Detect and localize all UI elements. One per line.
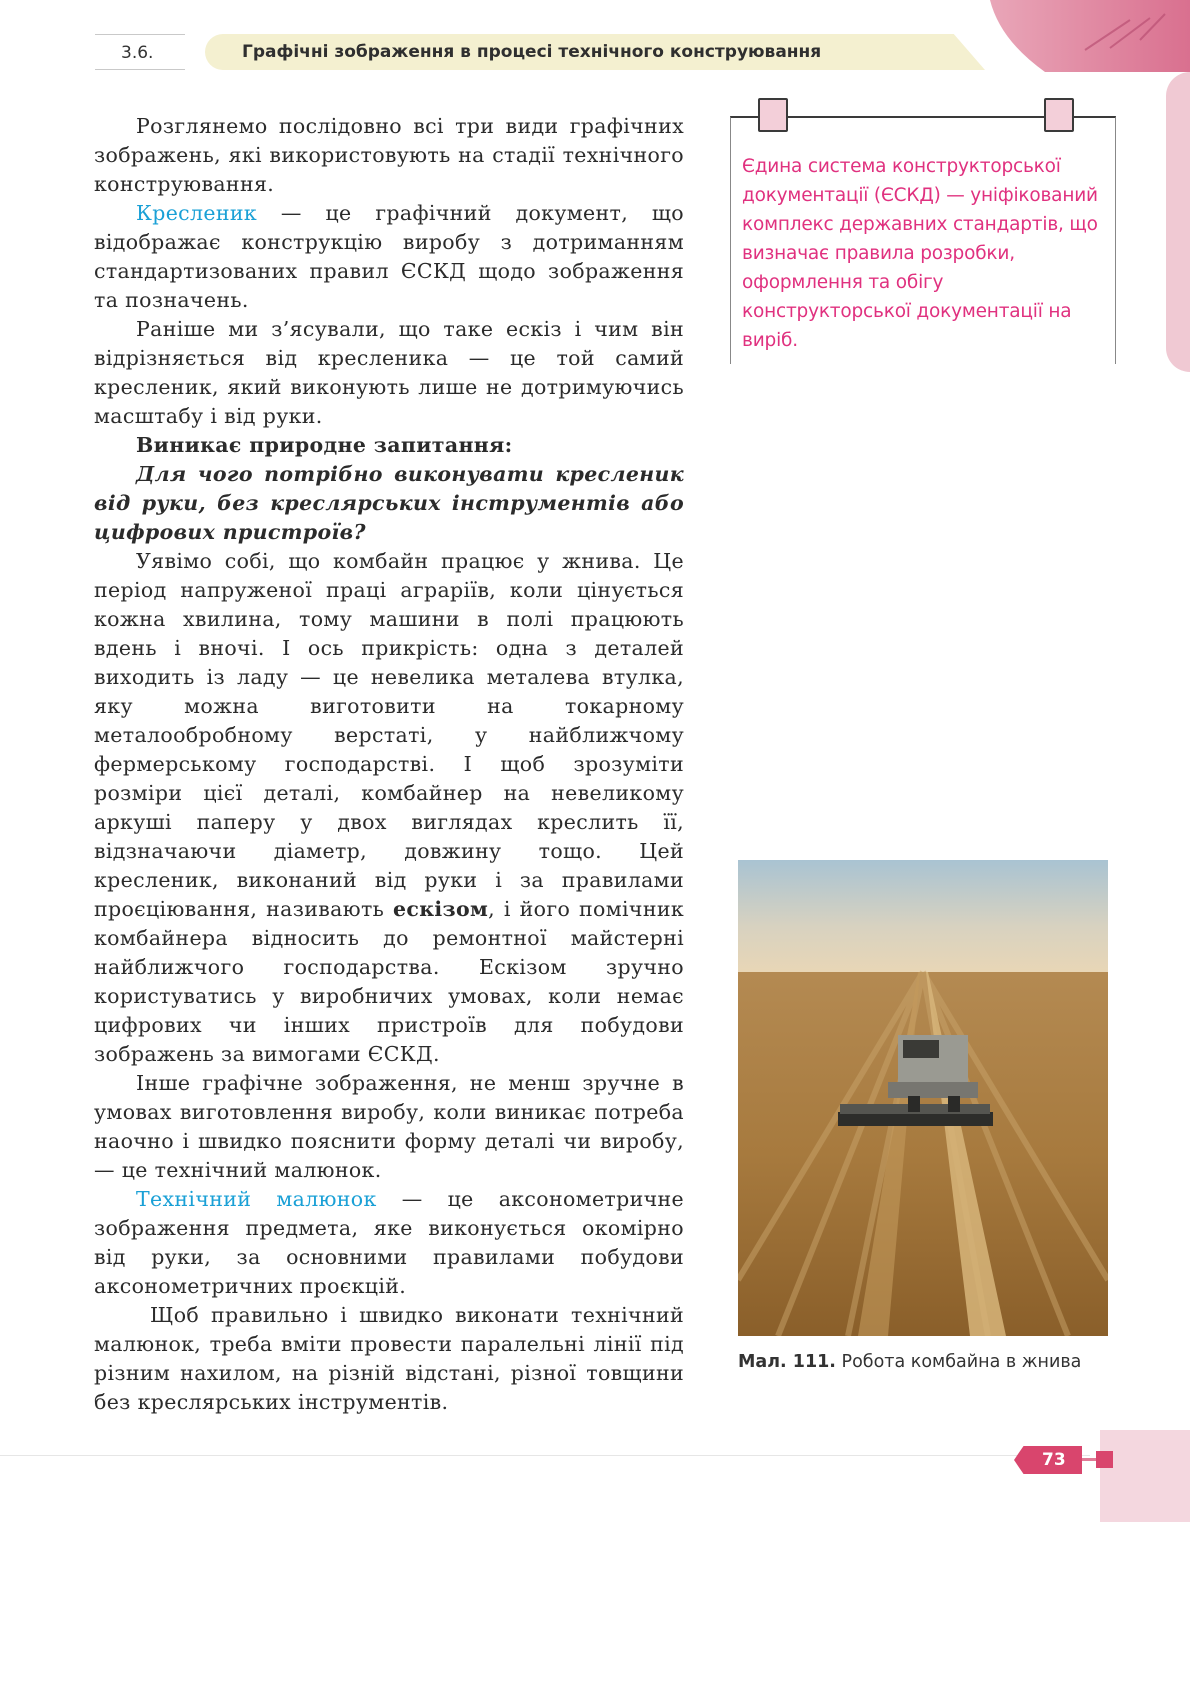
paragraph-definition-drawing: [94, 199, 684, 315]
figure-caption: [738, 1352, 1081, 1372]
page-tab-square: [1096, 1451, 1113, 1468]
term-technical-drawing: Технічний малюнок: [136, 1187, 377, 1211]
section-number: 3.6.: [95, 34, 185, 70]
corner-decoration: [990, 0, 1190, 72]
figure-label: Мал. 111.: [738, 1352, 836, 1372]
definition-note: [730, 112, 1114, 362]
right-edge-bar: [1166, 72, 1190, 372]
footer-color-block: [1100, 1430, 1190, 1522]
term-drawing: Креслeник: [136, 201, 258, 225]
definition-drawing-text: — це графічний документ, що відображає конструкцію виробу з дотриманням стандартизованих правил ЄСКД щодо зображення та позначень.: [94, 201, 684, 312]
paragraph-skills: Щоб правильно і швидко виконати технічний малюнок, треба вміти провести паралельні лінії під різним нахилом, на різній відстані, різної товщини без креслярських інструментів.: [94, 1303, 684, 1414]
note-clip-left: [758, 98, 788, 132]
note-clip-right: [1044, 98, 1074, 132]
paragraph-question: Для чого потрібно виконувати кресленик від руки, без креслярських інструментів або цифрових пристроїв?: [94, 462, 684, 544]
main-text-column: [94, 112, 684, 1417]
paragraph-intro: Розглянемо послідовно всі три види графічних зображень, які використовують на стадії технічного конструювання.: [94, 114, 684, 196]
combine-story-text-b: , і його помічник комбайнера відносить до ремонтної майстерні найближчого господарства. Ескізом зручно користуватись у виробничих умовах, коли немає цифрових чи інших пристроїв для побудови зображень за вимогами ЄСКД.: [94, 897, 685, 1066]
term-sketch: ескізом: [393, 897, 489, 921]
footer-rule: [0, 1455, 1090, 1456]
paragraph-other-image: Інше графічне зображення, не менш зручне в умовах виготовлення виробу, коли виникає потреба наочно і швидко пояснити форму деталі чи виробу, — це технічний малюнок.: [94, 1071, 684, 1182]
figure-caption-text: Робота комбайна в жнива: [835, 1352, 1082, 1372]
note-text: Єдина система конструкторської документації (ЄСКД) — уніфікований комплекс державних стандартів, що визначає правила розробки, оформлення та обігу конструкторської документації на виріб.: [742, 156, 1098, 351]
page-header-title: Графічні зображення в процесі технічного конструювання: [242, 42, 822, 62]
paragraph-sketch-recall: Раніше ми з’ясували, що таке ескіз і чим він відрізняється від кресленика — це той самий кресленик, який виконують лише не дотримуючись масштабу і від руки.: [94, 317, 684, 428]
combine-story-text-a: Уявімо собі, що комбайн працює у жнива. Це період напруженої праці аграріїв, коли цінується кожна хвилина, тому машини в полі працюють вдень і вночі. І ось прикрість: одна з деталей виходить із ладу — це невелика металева втулка, яку можна виготовити на токарному металообробному верстаті, у найближчому фермерському господарстві. І щоб зрозуміти розміри цієї деталі, комбайнер на невеликому аркуші паперу у двох виглядах креслить її, відзначаючи діаметр, довжину тощо. Цей кресленик, виконаний від руки і за правилами проєціювання, називають: [94, 549, 684, 921]
definition-technical-drawing-text: — це аксонометричне зображення предмета, яке виконується окомірно від руки, за основними правилами побудови аксонометричних проєкцій.: [94, 1187, 685, 1298]
paragraph-combine-story: [94, 547, 684, 1069]
paragraph-question-lead: Виникає природне запитання:: [136, 433, 513, 457]
combine-harvester-photo: [738, 860, 1108, 1336]
paragraph-definition-tech-drawing: [94, 1185, 684, 1301]
page-number: 73: [1042, 1450, 1066, 1470]
